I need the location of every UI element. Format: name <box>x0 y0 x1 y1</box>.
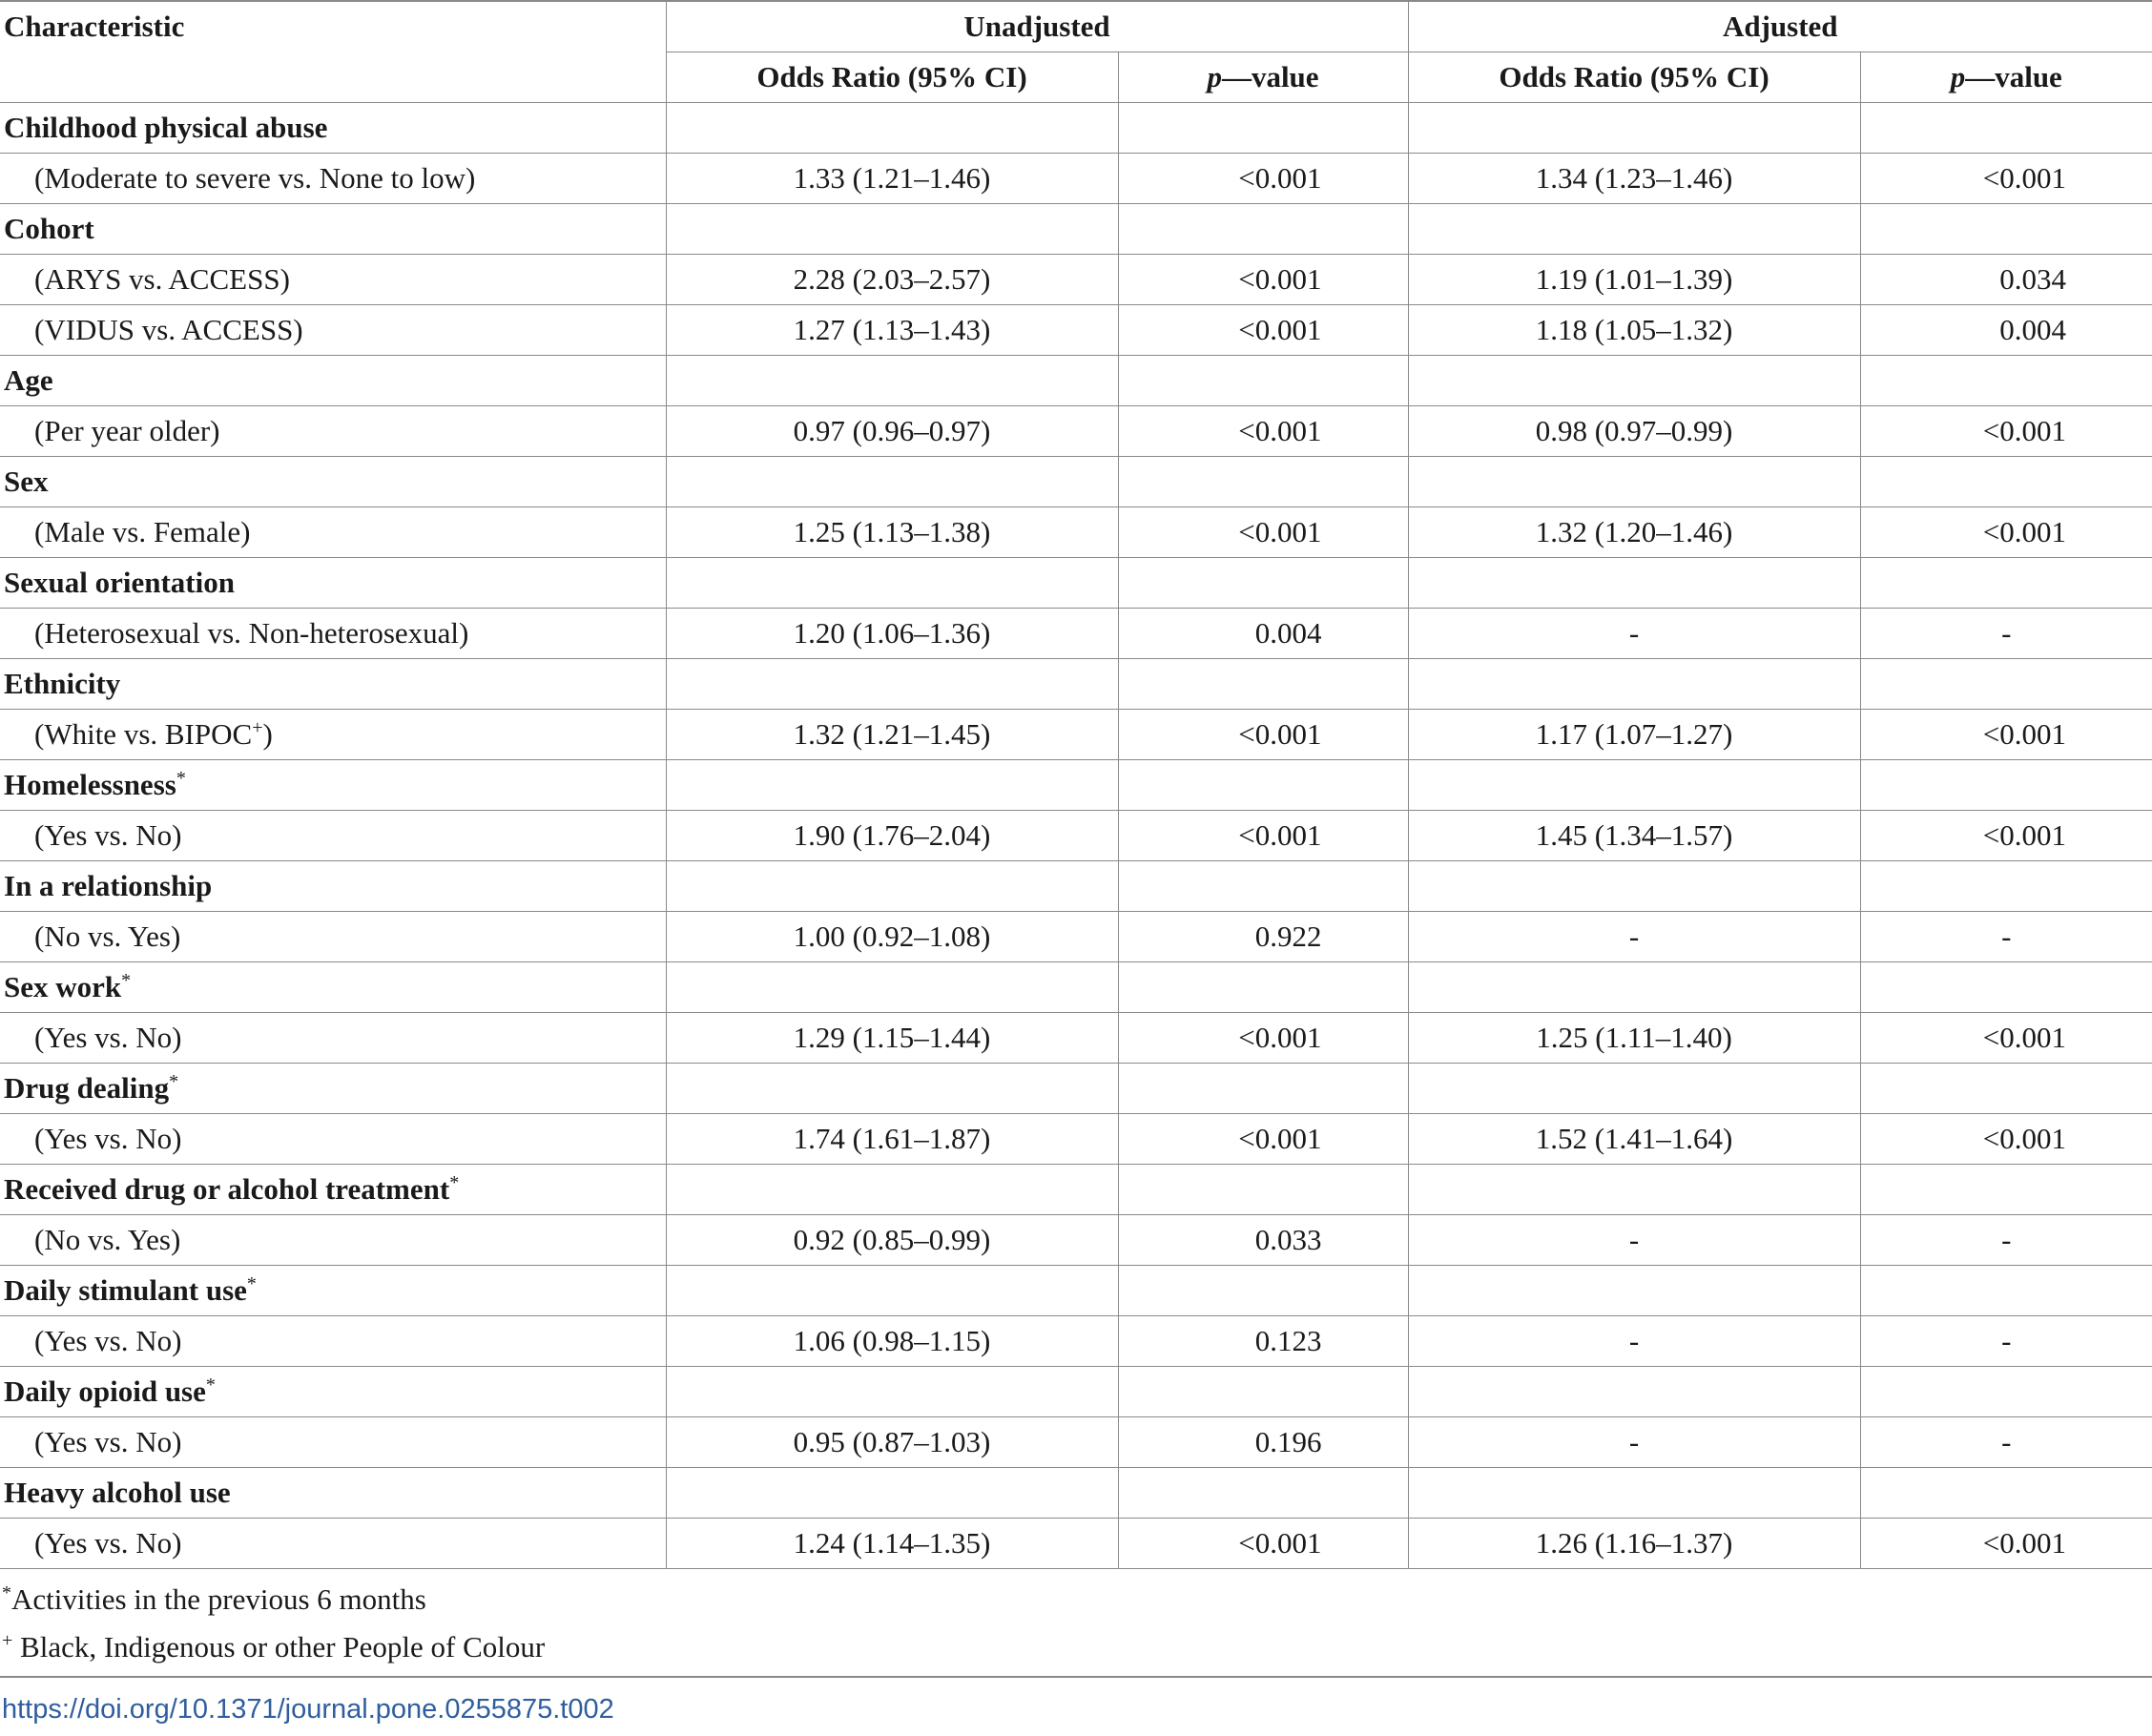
adjusted-p-value-cell: <0.001 <box>1860 507 2152 558</box>
unadjusted-odds-ratio-cell: 1.32 (1.21–1.45) <box>666 710 1118 760</box>
footnote-marker: * <box>176 768 186 789</box>
row-label-text: (Yes vs. No) <box>34 1526 182 1560</box>
empty-unadjusted-or-cell <box>666 558 1118 609</box>
comparison-label <box>0 609 666 659</box>
empty-unadjusted-or-cell <box>666 1266 1118 1316</box>
unadjusted-p-value-cell: <0.001 <box>1118 1013 1408 1064</box>
row-label-text: (Per year older) <box>34 414 220 447</box>
row-label-text: Ethnicity <box>4 667 121 700</box>
unadjusted-odds-ratio-cell: 0.95 (0.87–1.03) <box>666 1417 1118 1468</box>
category-row <box>0 558 2152 609</box>
table-row <box>0 912 2152 962</box>
empty-adjusted-p-cell <box>1860 760 2152 811</box>
empty-adjusted-or-cell <box>1408 659 1860 710</box>
p-italic: p <box>1207 60 1222 93</box>
comparison-label <box>0 305 666 356</box>
empty-adjusted-or-cell <box>1408 457 1860 507</box>
unadjusted-p-value-cell: <0.001 <box>1118 1519 1408 1569</box>
empty-unadjusted-p-cell <box>1118 1064 1408 1114</box>
unadjusted-odds-ratio-cell: 0.97 (0.96–0.97) <box>666 406 1118 457</box>
unadjusted-p-value-cell: <0.001 <box>1118 154 1408 204</box>
row-label-text: Daily stimulant use <box>4 1273 247 1307</box>
unadjusted-p-value-cell: 0.196 <box>1118 1417 1408 1468</box>
empty-adjusted-p-cell <box>1860 103 2152 154</box>
adjusted-odds-ratio-cell: 1.34 (1.23–1.46) <box>1408 154 1860 204</box>
unadjusted-odds-ratio-cell: 1.29 (1.15–1.44) <box>666 1013 1118 1064</box>
empty-adjusted-p-cell <box>1860 659 2152 710</box>
adjusted-p-value-cell: <0.001 <box>1860 811 2152 861</box>
empty-unadjusted-p-cell <box>1118 558 1408 609</box>
empty-adjusted-or-cell <box>1408 861 1860 912</box>
row-label-text: (VIDUS vs. ACCESS) <box>34 313 303 346</box>
empty-unadjusted-or-cell <box>666 861 1118 912</box>
category-row <box>0 103 2152 154</box>
unadjusted-p-value-cell: <0.001 <box>1118 1114 1408 1165</box>
unadjusted-p-value-cell: 0.033 <box>1118 1215 1408 1266</box>
comparison-label <box>0 1316 666 1367</box>
row-label-text: Heavy alcohol use <box>4 1476 231 1509</box>
empty-adjusted-p-cell <box>1860 558 2152 609</box>
category-row <box>0 659 2152 710</box>
empty-adjusted-p-cell <box>1860 1266 2152 1316</box>
adjusted-odds-ratio-cell: 1.18 (1.05–1.32) <box>1408 305 1860 356</box>
footnote-marker: * <box>121 970 132 991</box>
empty-adjusted-or-cell <box>1408 356 1860 406</box>
empty-unadjusted-p-cell <box>1118 659 1408 710</box>
adjusted-odds-ratio-cell: - <box>1408 609 1860 659</box>
adjusted-odds-ratio-cell: 1.17 (1.07–1.27) <box>1408 710 1860 760</box>
adjusted-p-value-cell: <0.001 <box>1860 1013 2152 1064</box>
empty-adjusted-or-cell <box>1408 1064 1860 1114</box>
row-label-text: (No vs. Yes) <box>34 1223 181 1256</box>
adjusted-odds-ratio-cell: - <box>1408 1316 1860 1367</box>
empty-adjusted-or-cell <box>1408 558 1860 609</box>
category-row <box>0 1468 2152 1519</box>
row-label-text: Homelessness <box>4 768 176 801</box>
category-row <box>0 457 2152 507</box>
empty-unadjusted-p-cell <box>1118 103 1408 154</box>
adjusted-odds-ratio-cell: 1.32 (1.20–1.46) <box>1408 507 1860 558</box>
empty-adjusted-p-cell <box>1860 356 2152 406</box>
category-label <box>0 760 666 811</box>
footnote-mark: + <box>2 1630 13 1651</box>
table-row <box>0 811 2152 861</box>
category-label <box>0 1266 666 1316</box>
table-row <box>0 1114 2152 1165</box>
category-row <box>0 1367 2152 1417</box>
unadjusted-p-value-cell: <0.001 <box>1118 710 1408 760</box>
footnote-marker: + <box>252 717 263 738</box>
comparison-label <box>0 255 666 305</box>
empty-unadjusted-or-cell <box>666 962 1118 1013</box>
empty-unadjusted-p-cell <box>1118 760 1408 811</box>
doi-link[interactable]: https://doi.org/10.1371/journal.pone.0255875.t002 <box>2 1694 614 1725</box>
table-row <box>0 1215 2152 1266</box>
unadjusted-p-value-cell: <0.001 <box>1118 406 1408 457</box>
row-label-text: Sex <box>4 465 49 498</box>
row-label-text: (Heterosexual vs. Non-heterosexual) <box>34 616 469 650</box>
footnote-marker: * <box>169 1071 179 1092</box>
category-label <box>0 861 666 912</box>
adjusted-odds-ratio-cell: - <box>1408 1417 1860 1468</box>
comparison-label <box>0 154 666 204</box>
row-label-text: (ARYS vs. ACCESS) <box>34 262 290 296</box>
empty-unadjusted-or-cell <box>666 659 1118 710</box>
row-label-end: ) <box>262 717 273 751</box>
empty-unadjusted-p-cell <box>1118 356 1408 406</box>
empty-unadjusted-or-cell <box>666 1064 1118 1114</box>
empty-adjusted-or-cell <box>1408 103 1860 154</box>
comparison-label <box>0 1013 666 1064</box>
adjusted-odds-ratio-cell: - <box>1408 912 1860 962</box>
row-label-text: In a relationship <box>4 869 213 902</box>
empty-unadjusted-p-cell <box>1118 1165 1408 1215</box>
category-row <box>0 1266 2152 1316</box>
unadjusted-odds-ratio-cell: 0.92 (0.85–0.99) <box>666 1215 1118 1266</box>
header-unadjusted-odds-ratio: Odds Ratio (95% CI) <box>666 52 1118 103</box>
header-adjusted-odds-ratio: Odds Ratio (95% CI) <box>1408 52 1860 103</box>
empty-unadjusted-or-cell <box>666 457 1118 507</box>
footnote-marker: * <box>246 1273 257 1294</box>
table-body <box>0 103 2152 1569</box>
adjusted-p-value-cell: - <box>1860 1316 2152 1367</box>
adjusted-odds-ratio-cell: 1.25 (1.11–1.40) <box>1408 1013 1860 1064</box>
header-unadjusted-p-value <box>1118 52 1408 103</box>
unadjusted-odds-ratio-cell: 1.33 (1.21–1.46) <box>666 154 1118 204</box>
unadjusted-p-value-cell: <0.001 <box>1118 811 1408 861</box>
unadjusted-odds-ratio-cell: 1.24 (1.14–1.35) <box>666 1519 1118 1569</box>
table-row <box>0 710 2152 760</box>
row-label-text: Sex work <box>4 970 122 1003</box>
empty-adjusted-p-cell <box>1860 1367 2152 1417</box>
category-label <box>0 1367 666 1417</box>
comparison-label <box>0 1114 666 1165</box>
footer-divider <box>0 1676 2152 1678</box>
header-adjusted-p-value <box>1860 52 2152 103</box>
header-adjusted: Adjusted <box>1408 1 2152 52</box>
empty-unadjusted-p-cell <box>1118 962 1408 1013</box>
empty-unadjusted-or-cell <box>666 1165 1118 1215</box>
empty-adjusted-or-cell <box>1408 204 1860 255</box>
empty-unadjusted-p-cell <box>1118 457 1408 507</box>
comparison-label <box>0 912 666 962</box>
empty-unadjusted-p-cell <box>1118 204 1408 255</box>
adjusted-p-value-cell: - <box>1860 609 2152 659</box>
unadjusted-odds-ratio-cell: 1.00 (0.92–1.08) <box>666 912 1118 962</box>
empty-adjusted-or-cell <box>1408 962 1860 1013</box>
category-row <box>0 356 2152 406</box>
row-label-text: Daily opioid use <box>4 1374 206 1408</box>
row-label-text: Age <box>4 363 53 397</box>
footnote-marker: * <box>205 1374 216 1395</box>
adjusted-p-value-cell: - <box>1860 1417 2152 1468</box>
category-row <box>0 861 2152 912</box>
category-label <box>0 356 666 406</box>
footnote-marker: * <box>449 1172 460 1193</box>
unadjusted-odds-ratio-cell: 1.06 (0.98–1.15) <box>666 1316 1118 1367</box>
row-label-text: (Moderate to severe vs. None to low) <box>34 161 476 195</box>
p-suffix: —value <box>1221 60 1319 93</box>
comparison-label <box>0 1417 666 1468</box>
adjusted-odds-ratio-cell: 1.45 (1.34–1.57) <box>1408 811 1860 861</box>
footnote-text: Activities in the previous 6 months <box>11 1582 426 1616</box>
header-unadjusted: Unadjusted <box>666 1 1408 52</box>
table-footnotes <box>0 1576 2152 1671</box>
category-row <box>0 1165 2152 1215</box>
row-label-text: Sexual orientation <box>4 566 235 599</box>
category-row <box>0 204 2152 255</box>
comparison-label <box>0 710 666 760</box>
row-label-text: (Yes vs. No) <box>34 1021 182 1054</box>
adjusted-odds-ratio-cell: - <box>1408 1215 1860 1266</box>
unadjusted-odds-ratio-cell: 1.74 (1.61–1.87) <box>666 1114 1118 1165</box>
adjusted-odds-ratio-cell: 0.98 (0.97–0.99) <box>1408 406 1860 457</box>
category-label <box>0 659 666 710</box>
adjusted-odds-ratio-cell: 1.52 (1.41–1.64) <box>1408 1114 1860 1165</box>
comparison-label <box>0 1215 666 1266</box>
category-label <box>0 1165 666 1215</box>
empty-adjusted-or-cell <box>1408 1165 1860 1215</box>
empty-unadjusted-p-cell <box>1118 861 1408 912</box>
table-row <box>0 507 2152 558</box>
row-label-text: (Yes vs. No) <box>34 1324 182 1357</box>
adjusted-odds-ratio-cell: 1.26 (1.16–1.37) <box>1408 1519 1860 1569</box>
category-label <box>0 204 666 255</box>
empty-unadjusted-p-cell <box>1118 1468 1408 1519</box>
empty-adjusted-p-cell <box>1860 1468 2152 1519</box>
header-characteristic: Characteristic <box>0 1 666 103</box>
empty-unadjusted-p-cell <box>1118 1266 1408 1316</box>
table-row <box>0 1013 2152 1064</box>
row-label-text: Childhood physical abuse <box>4 111 328 144</box>
unadjusted-odds-ratio-cell: 2.28 (2.03–2.57) <box>666 255 1118 305</box>
adjusted-p-value-cell: - <box>1860 912 2152 962</box>
unadjusted-odds-ratio-cell: 1.90 (1.76–2.04) <box>666 811 1118 861</box>
adjusted-p-value-cell: 0.004 <box>1860 305 2152 356</box>
empty-adjusted-p-cell <box>1860 962 2152 1013</box>
unadjusted-p-value-cell: 0.004 <box>1118 609 1408 659</box>
comparison-label <box>0 811 666 861</box>
unadjusted-odds-ratio-cell: 1.25 (1.13–1.38) <box>666 507 1118 558</box>
footnote-mark: * <box>2 1582 11 1603</box>
footnote-text: Black, Indigenous or other People of Colour <box>12 1630 546 1664</box>
comparison-label <box>0 1519 666 1569</box>
category-row <box>0 962 2152 1013</box>
empty-adjusted-or-cell <box>1408 1468 1860 1519</box>
adjusted-p-value-cell: <0.001 <box>1860 406 2152 457</box>
p-suffix: —value <box>1965 60 2062 93</box>
empty-adjusted-p-cell <box>1860 204 2152 255</box>
row-label-text: (Yes vs. No) <box>34 1425 182 1458</box>
adjusted-p-value-cell: - <box>1860 1215 2152 1266</box>
adjusted-odds-ratio-cell: 1.19 (1.01–1.39) <box>1408 255 1860 305</box>
adjusted-p-value-cell: <0.001 <box>1860 1519 2152 1569</box>
adjusted-p-value-cell: 0.034 <box>1860 255 2152 305</box>
footnote-bipoc <box>0 1623 2152 1671</box>
category-row <box>0 760 2152 811</box>
category-label <box>0 962 666 1013</box>
unadjusted-p-value-cell: <0.001 <box>1118 507 1408 558</box>
table-row <box>0 1417 2152 1468</box>
table-header <box>0 1 2152 103</box>
row-label-text: (White vs. BIPOC <box>34 717 253 751</box>
empty-unadjusted-or-cell <box>666 1468 1118 1519</box>
row-label-text: Received drug or alcohol treatment <box>4 1172 450 1206</box>
comparison-label <box>0 507 666 558</box>
adjusted-p-value-cell: <0.001 <box>1860 1114 2152 1165</box>
row-label-text: Drug dealing <box>4 1071 170 1105</box>
category-label <box>0 558 666 609</box>
empty-unadjusted-p-cell <box>1118 1367 1408 1417</box>
adjusted-p-value-cell: <0.001 <box>1860 154 2152 204</box>
empty-adjusted-p-cell <box>1860 861 2152 912</box>
empty-adjusted-or-cell <box>1408 760 1860 811</box>
category-label <box>0 457 666 507</box>
unadjusted-odds-ratio-cell: 1.27 (1.13–1.43) <box>666 305 1118 356</box>
empty-adjusted-p-cell <box>1860 1165 2152 1215</box>
row-label-text: Cohort <box>4 212 94 245</box>
comparison-label <box>0 406 666 457</box>
table-row <box>0 154 2152 204</box>
table-row <box>0 305 2152 356</box>
empty-adjusted-p-cell <box>1860 457 2152 507</box>
empty-unadjusted-or-cell <box>666 103 1118 154</box>
empty-unadjusted-or-cell <box>666 204 1118 255</box>
unadjusted-p-value-cell: <0.001 <box>1118 255 1408 305</box>
row-label-text: (Yes vs. No) <box>34 1122 182 1155</box>
unadjusted-p-value-cell: 0.922 <box>1118 912 1408 962</box>
adjusted-p-value-cell: <0.001 <box>1860 710 2152 760</box>
row-label-text: (Yes vs. No) <box>34 818 182 852</box>
empty-unadjusted-or-cell <box>666 760 1118 811</box>
table-row <box>0 255 2152 305</box>
row-label-text: (No vs. Yes) <box>34 920 181 953</box>
category-label <box>0 1064 666 1114</box>
empty-adjusted-or-cell <box>1408 1266 1860 1316</box>
empty-adjusted-p-cell <box>1860 1064 2152 1114</box>
empty-unadjusted-or-cell <box>666 1367 1118 1417</box>
category-label <box>0 103 666 154</box>
p-italic: p <box>1950 60 1966 93</box>
table-row <box>0 1519 2152 1569</box>
empty-adjusted-or-cell <box>1408 1367 1860 1417</box>
unadjusted-p-value-cell: <0.001 <box>1118 305 1408 356</box>
table-row <box>0 406 2152 457</box>
table-row <box>0 609 2152 659</box>
footnote-activities <box>0 1576 2152 1623</box>
empty-unadjusted-or-cell <box>666 356 1118 406</box>
category-row <box>0 1064 2152 1114</box>
unadjusted-odds-ratio-cell: 1.20 (1.06–1.36) <box>666 609 1118 659</box>
unadjusted-p-value-cell: 0.123 <box>1118 1316 1408 1367</box>
table-row <box>0 1316 2152 1367</box>
category-label <box>0 1468 666 1519</box>
row-label-text: (Male vs. Female) <box>34 515 251 548</box>
